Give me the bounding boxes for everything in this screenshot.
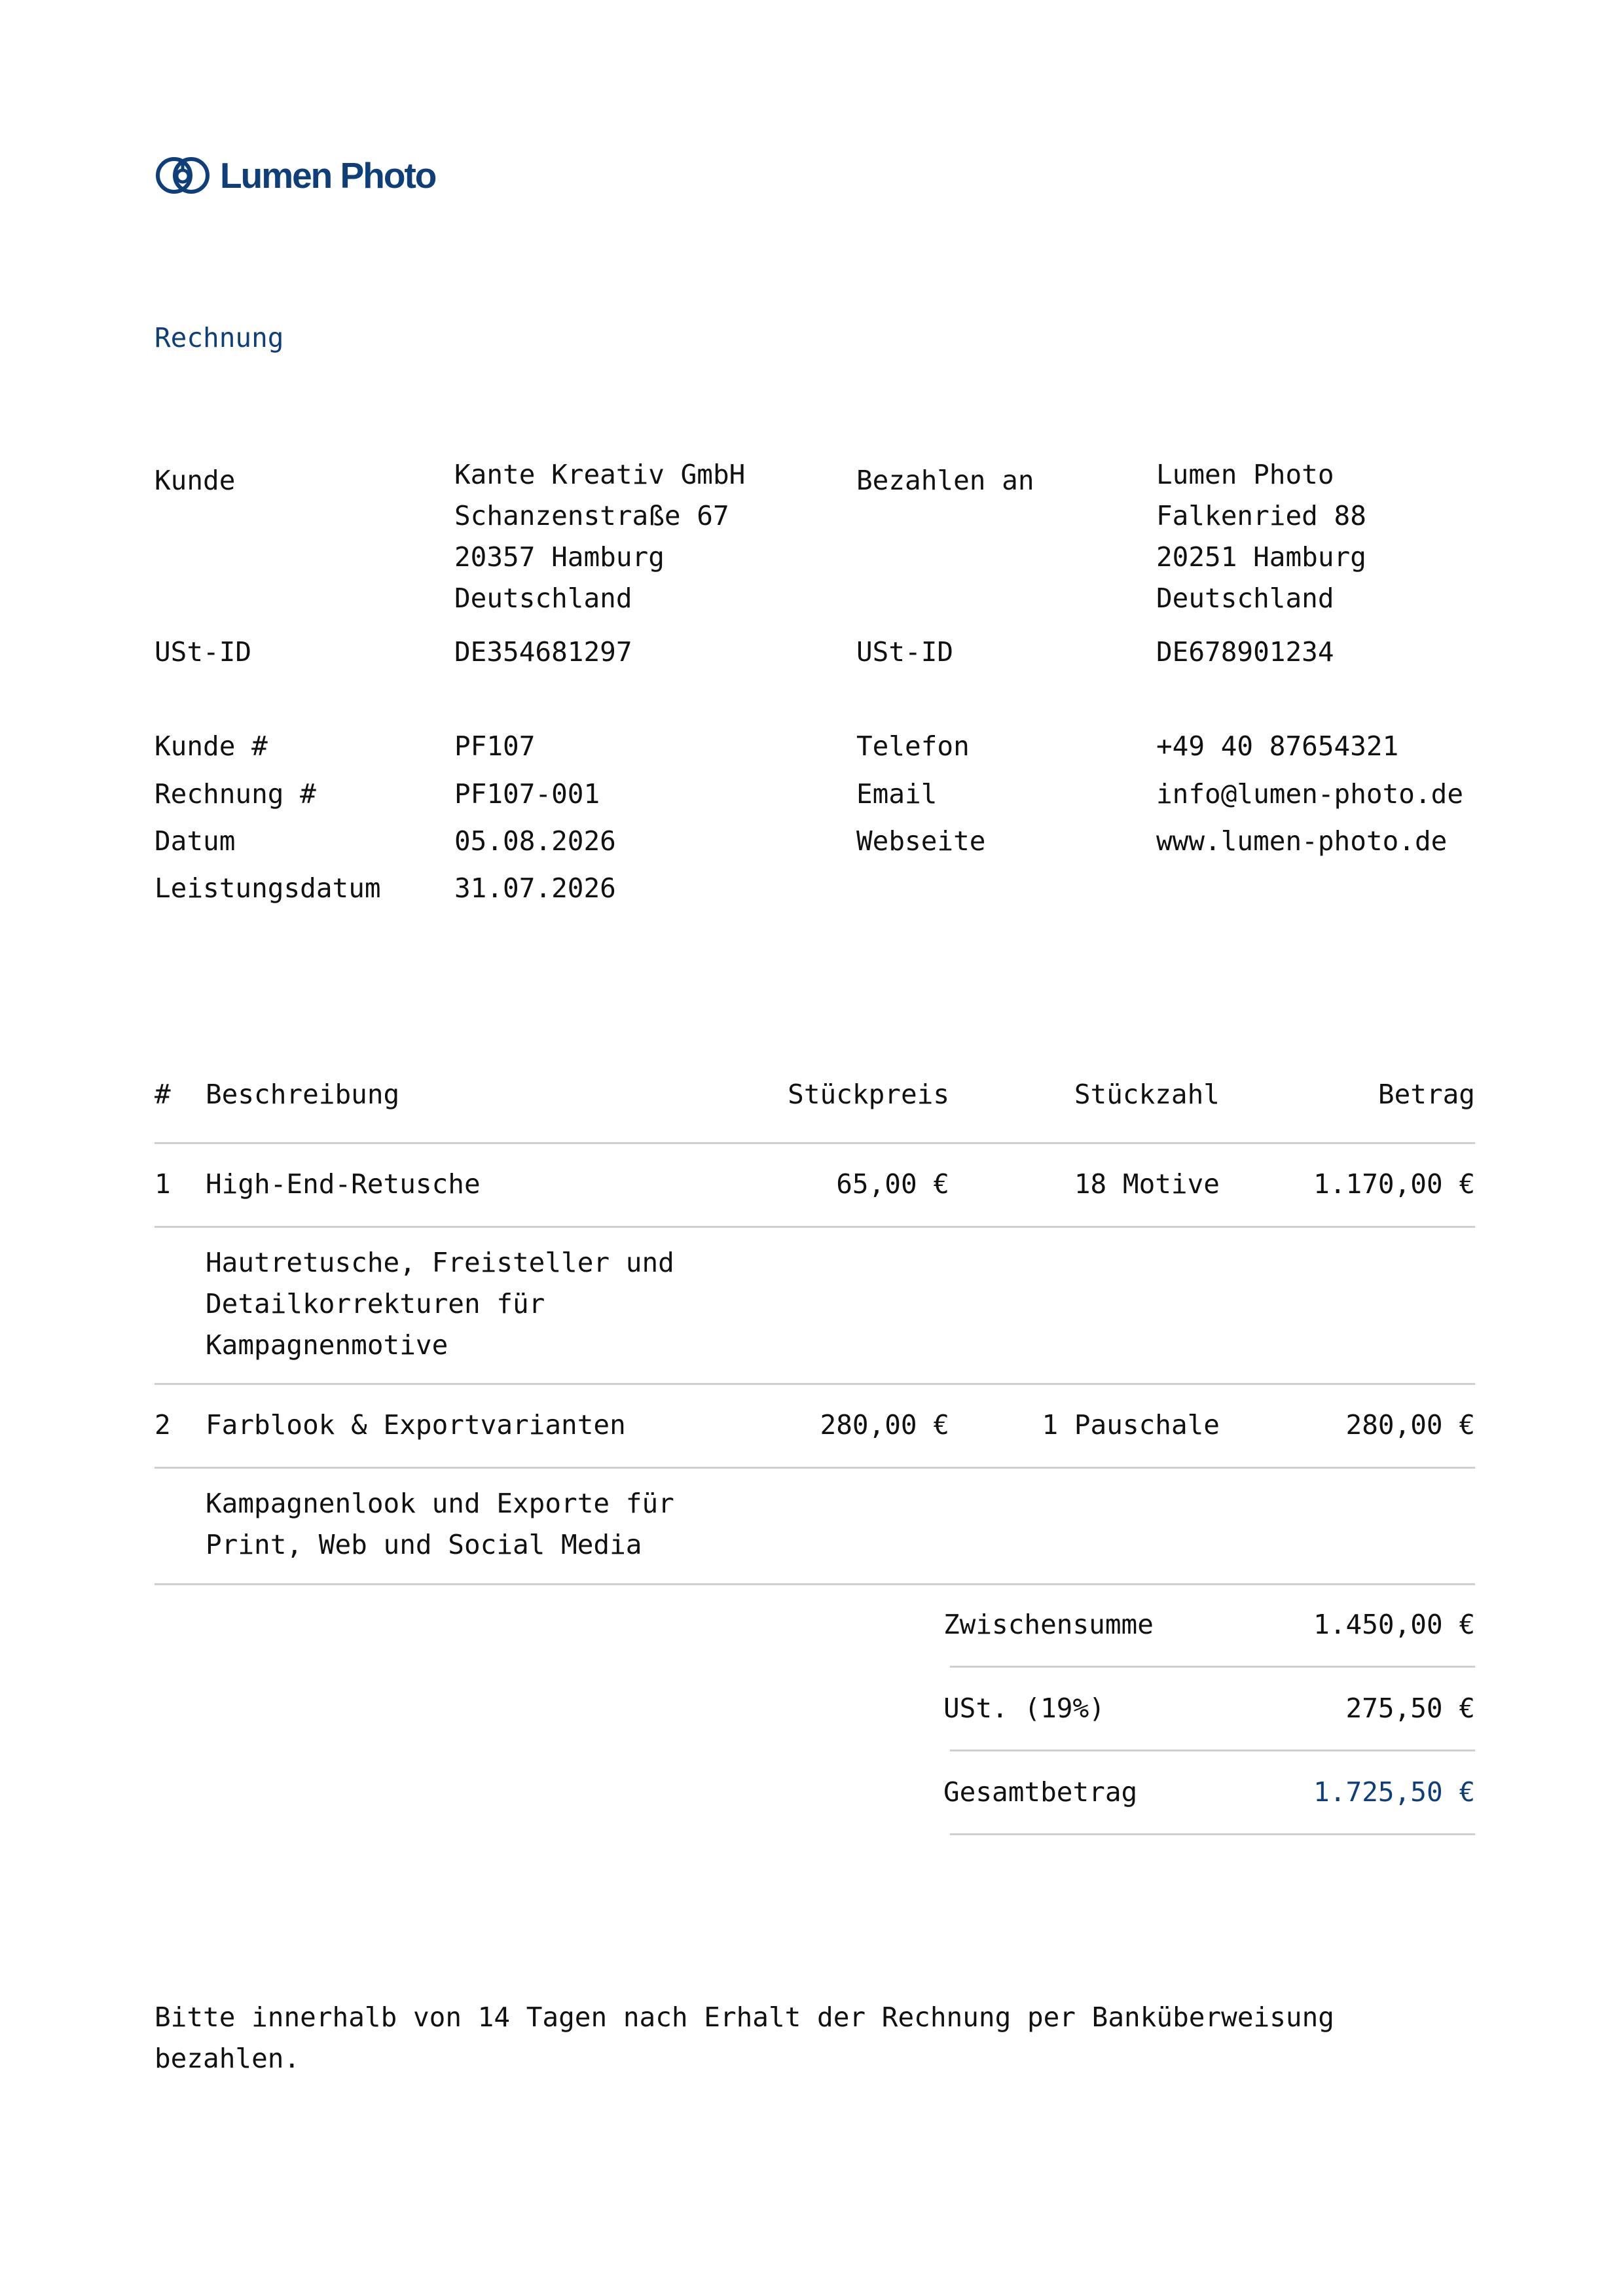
camera-lens-logo-icon [155, 154, 211, 196]
table-header-description: Beschreibung [206, 1079, 400, 1110]
meta-value-phone: +49 40 87654321 [1156, 730, 1399, 762]
totals-divider [950, 1666, 1475, 1668]
customer-address-line: Deutschland [454, 583, 632, 614]
meta-value-website[interactable]: www.lumen-photo.de [1156, 825, 1448, 857]
customer-vat-id: DE354681297 [454, 636, 632, 668]
customer-vat-label: USt-ID [155, 636, 252, 668]
item-number: 1 [155, 1168, 171, 1200]
item-detail-line: Kampagnenmotive [206, 1329, 448, 1361]
meta-label-service-date: Leistungsdatum [155, 872, 381, 904]
table-divider [155, 1467, 1475, 1469]
customer-address-line: Kante Kreativ GmbH [454, 459, 746, 490]
totals-divider [950, 1749, 1475, 1751]
subtotal-label: Zwischensumme [943, 1609, 1154, 1640]
customer-label: Kunde [155, 465, 236, 496]
total-label: Gesamtbetrag [943, 1776, 1138, 1808]
table-header-amount: Betrag [1377, 1079, 1475, 1110]
meta-value-customer-number: PF107 [454, 730, 536, 762]
payee-address-line: Deutschland [1156, 583, 1334, 614]
item-number: 2 [155, 1409, 171, 1441]
table-divider [155, 1383, 1475, 1385]
item-detail-line: Hautretusche, Freisteller und [206, 1247, 674, 1278]
meta-label-customer-number: Kunde # [155, 730, 268, 762]
item-name: High-End-Retusche [206, 1168, 481, 1200]
customer-address-line: 20357 Hamburg [454, 541, 665, 573]
item-details [206, 1242, 674, 1366]
meta-label-invoice-number: Rechnung # [155, 778, 316, 810]
item-quantity: 1 Pauschale [1042, 1409, 1220, 1441]
document-title: Rechnung [155, 322, 284, 353]
totals-divider [950, 1833, 1475, 1835]
meta-label-email: Email [856, 778, 938, 810]
customer-address-line: Schanzenstraße 67 [454, 500, 729, 531]
item-detail-line: Print, Web und Social Media [206, 1529, 642, 1560]
tax-value: 275,50 € [1345, 1693, 1475, 1724]
table-header-number: # [155, 1079, 171, 1110]
table-divider [155, 1226, 1475, 1228]
customer-address [454, 454, 745, 619]
payment-note-line: bezahlen. [155, 2043, 301, 2074]
table-header-quantity: Stückzahl [1074, 1079, 1220, 1110]
brand-logo [155, 154, 435, 196]
table-divider [155, 1142, 1475, 1144]
payee-address-line: 20251 Hamburg [1156, 541, 1366, 573]
meta-value-date: 05.08.2026 [454, 825, 616, 857]
table-divider [155, 1583, 1475, 1585]
tax-label: USt. (19%) [943, 1693, 1105, 1724]
meta-label-date: Datum [155, 825, 236, 857]
meta-value-invoice-number: PF107-001 [454, 778, 600, 810]
payment-note-line: Bitte innerhalb von 14 Tagen nach Erhalt der Rechnung per Banküberweisung [155, 2001, 1334, 2033]
payee-vat-id: DE678901234 [1156, 636, 1334, 668]
item-name: Farblook & Exportvarianten [206, 1409, 626, 1441]
meta-value-service-date: 31.07.2026 [454, 872, 616, 904]
payee-address [1156, 454, 1366, 619]
item-amount: 1.170,00 € [1313, 1168, 1475, 1200]
item-details [206, 1483, 674, 1566]
item-amount: 280,00 € [1345, 1409, 1475, 1441]
meta-label-website: Webseite [856, 825, 986, 857]
item-quantity: 18 Motive [1074, 1168, 1220, 1200]
meta-label-phone: Telefon [856, 730, 970, 762]
payee-address-line: Falkenried 88 [1156, 500, 1366, 531]
item-detail-line: Kampagnenlook und Exporte für [206, 1488, 674, 1519]
item-unit-price: 280,00 € [820, 1409, 949, 1441]
item-detail-line: Detailkorrekturen für [206, 1288, 545, 1319]
brand-name: Lumen Photo [220, 154, 436, 196]
table-header-unit-price: Stückpreis [788, 1079, 949, 1110]
total-value: 1.725,50 € [1313, 1776, 1475, 1808]
payee-label: Bezahlen an [856, 465, 1034, 496]
payee-address-line: Lumen Photo [1156, 459, 1334, 490]
item-unit-price: 65,00 € [836, 1168, 949, 1200]
payment-note [155, 1997, 1334, 2079]
payee-vat-label: USt-ID [856, 636, 954, 668]
meta-value-email[interactable]: info@lumen-photo.de [1156, 778, 1463, 810]
subtotal-value: 1.450,00 € [1313, 1609, 1475, 1640]
